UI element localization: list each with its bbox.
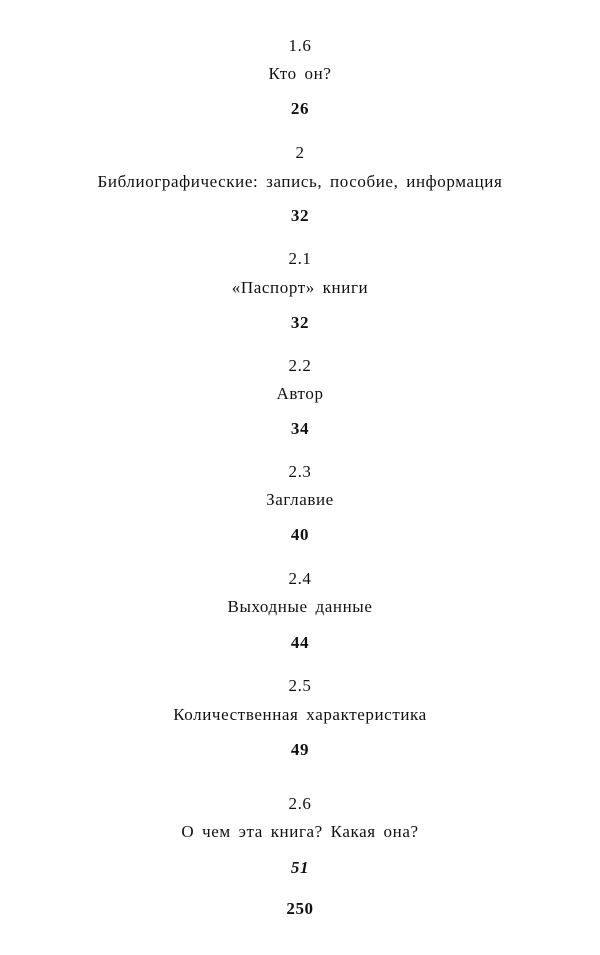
- toc-entry-number: 2: [295, 143, 305, 162]
- toc-entry-title: Количественная характеристика: [173, 705, 427, 724]
- toc-entry-number: 2.6: [288, 794, 312, 813]
- toc-entry-page: 44: [290, 633, 310, 652]
- toc-entry-number: 2.4: [288, 569, 312, 588]
- toc-entry-number: 2.5: [288, 676, 312, 695]
- toc-entry-number: 2.2: [288, 356, 312, 375]
- toc-entry-title: Заглавие: [266, 490, 334, 509]
- toc-entry-page: 32: [290, 206, 310, 225]
- toc-entry-page: 26: [290, 99, 310, 118]
- toc-entry-page: 34: [290, 419, 310, 438]
- toc-entry-title: Выходные данные: [227, 597, 373, 616]
- toc-entry-page: 40: [290, 525, 310, 544]
- toc-entry-title: Библиографические: запись, пособие, информация: [97, 172, 503, 191]
- toc-entry-page: 51: [290, 858, 310, 877]
- toc-entry-page: 32: [290, 313, 310, 332]
- toc-entry-number: 2.1: [288, 249, 312, 268]
- toc-entry-title: Автор: [276, 384, 324, 403]
- toc-entry-title: О чем эта книга? Какая она?: [181, 822, 419, 841]
- toc-entry-title: Кто он?: [268, 64, 332, 83]
- toc-entry-number: 1.6: [288, 36, 312, 55]
- toc-entry-page: 49: [290, 740, 310, 759]
- toc-entry-title: «Паспорт» книги: [231, 278, 369, 297]
- toc-entry-number: 2.3: [288, 462, 312, 481]
- page-folio: 250: [286, 899, 314, 918]
